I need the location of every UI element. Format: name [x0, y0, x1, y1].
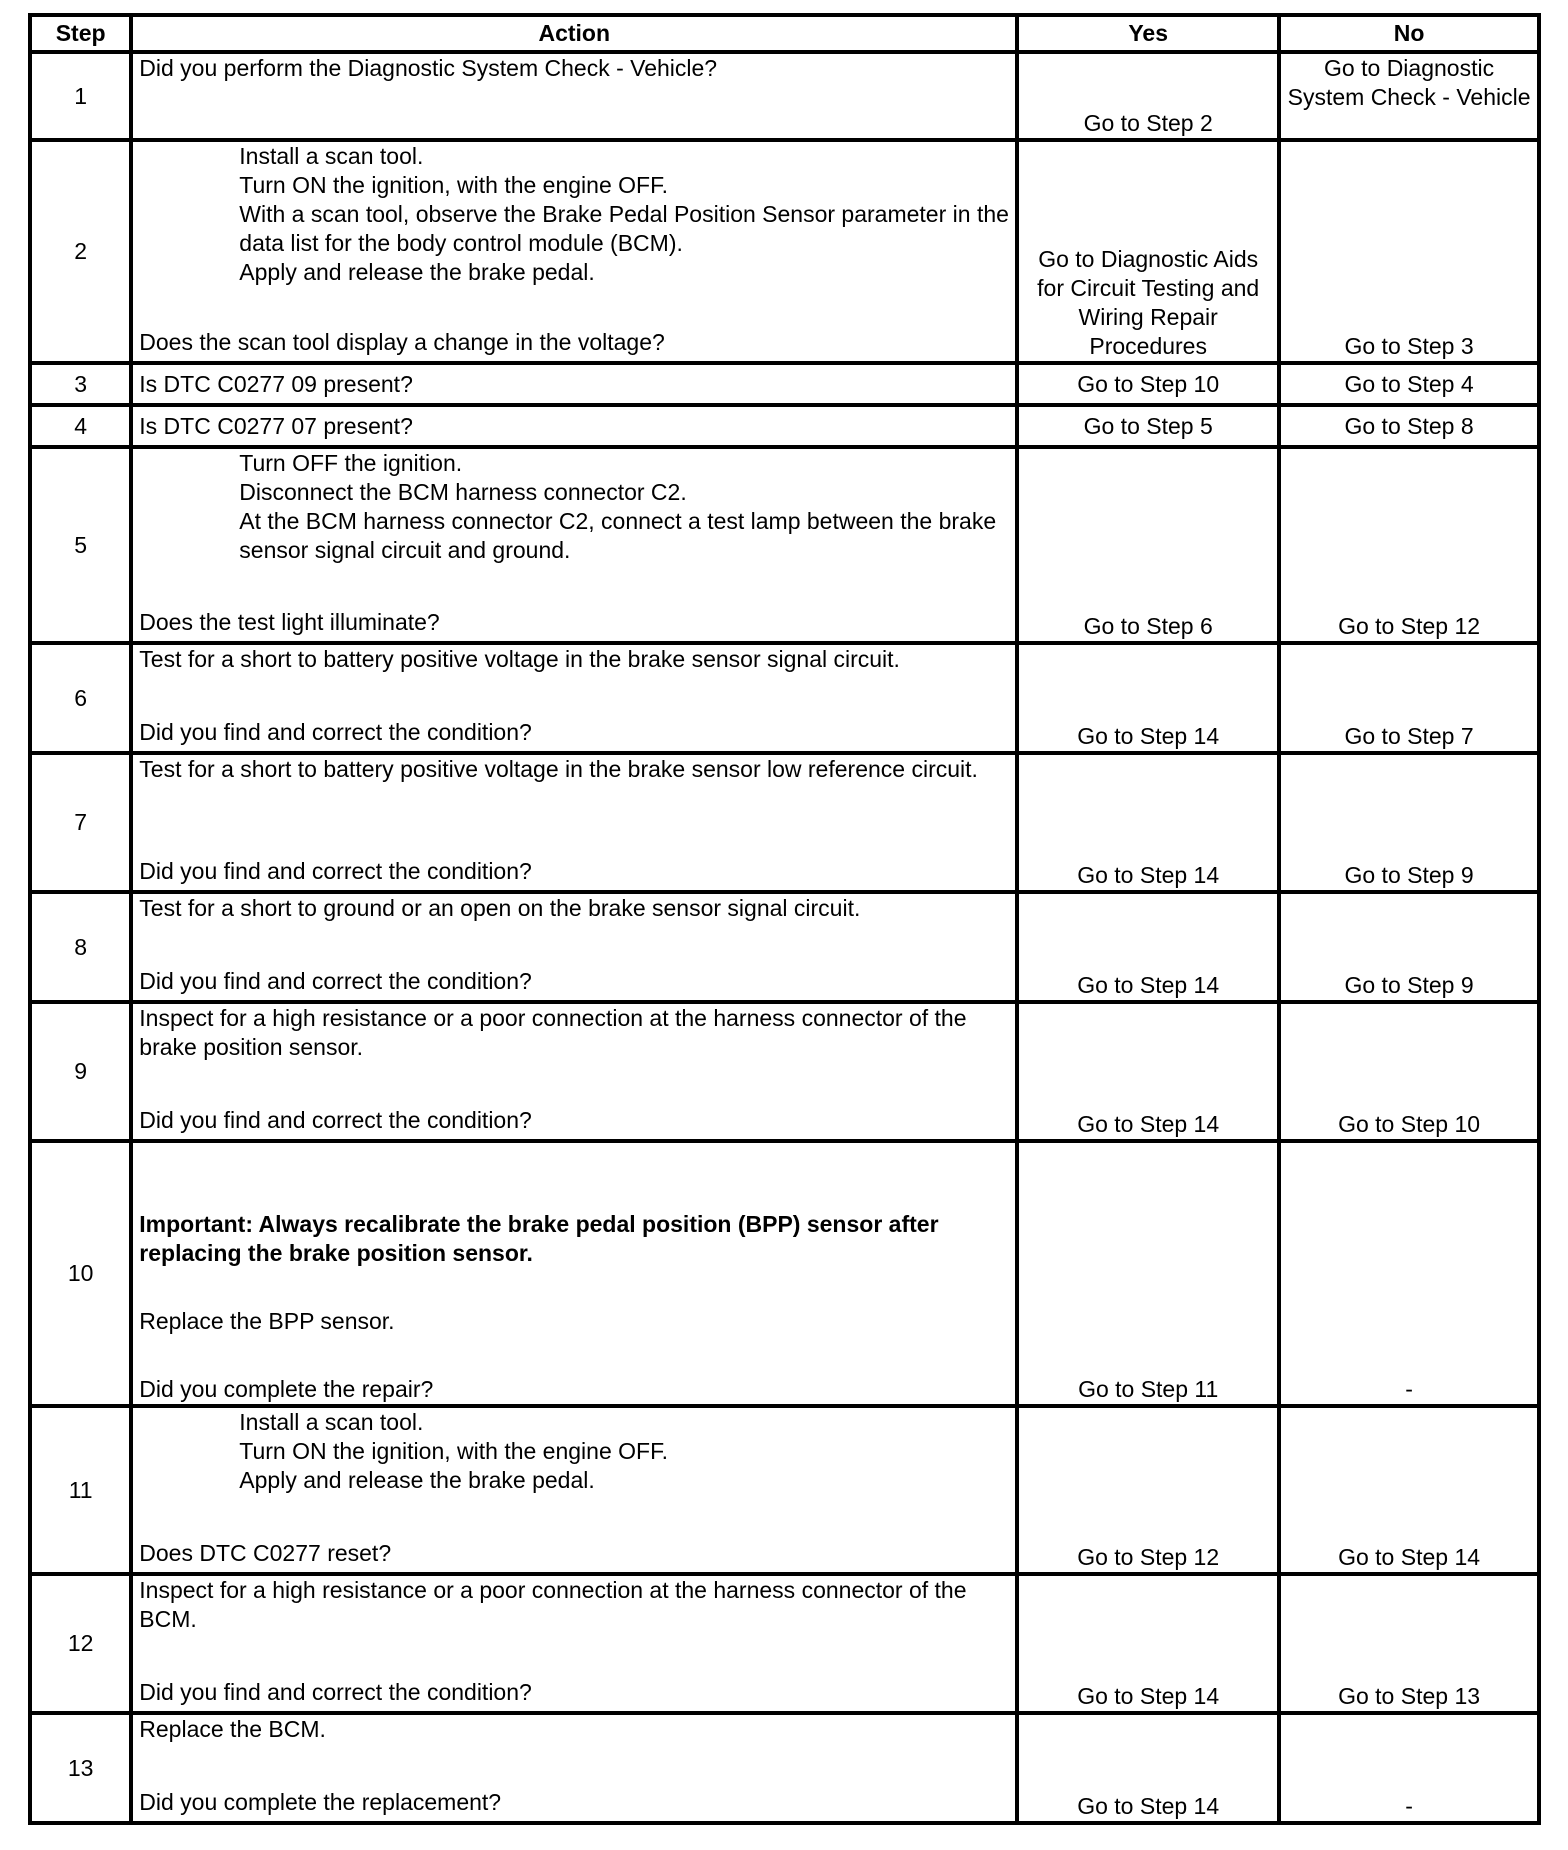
action-cell	[131, 892, 1017, 1002]
action-items	[139, 1408, 1009, 1495]
table-row	[30, 447, 1539, 643]
no-cell: Go to Step 14	[1279, 1406, 1539, 1574]
action-item: Install a scan tool.	[239, 1409, 424, 1435]
no-cell: Go to Step 10	[1279, 1002, 1539, 1141]
step-number: 5	[30, 447, 131, 643]
action-body	[139, 1210, 1009, 1404]
important-note: Important: Always recalibrate the brake pedal position (BPP) sensor after replacing the brake position sensor.	[139, 1211, 939, 1266]
action-question: Did you find and correct the condition?	[139, 968, 532, 994]
table-header-row	[30, 15, 1539, 52]
header-no: No	[1279, 15, 1539, 52]
no-cell: Go to Step 4	[1279, 363, 1539, 405]
action-items	[139, 142, 1009, 287]
action-intro: Inspect for a high resistance or a poor connection at the harness connector of the BCM.	[139, 1577, 967, 1632]
action-intro: Replace the BPP sensor.	[139, 1308, 395, 1334]
action-item: Turn OFF the ignition.	[239, 450, 463, 476]
action-cell	[131, 1406, 1017, 1574]
no-cell: Go to Diagnostic System Check - Vehicle	[1279, 52, 1539, 140]
table-row	[30, 1406, 1539, 1574]
yes-cell: Go to Step 14	[1017, 643, 1279, 753]
table-row	[30, 140, 1539, 363]
action-question: Does the scan tool display a change in the voltage?	[139, 329, 665, 355]
no-cell: Go to Step 3	[1279, 140, 1539, 363]
action-question: Did you complete the repair?	[139, 1376, 434, 1402]
action-question: Is DTC C0277 07 present?	[131, 405, 1017, 447]
no-cell: -	[1279, 1713, 1539, 1823]
table-row	[30, 1713, 1539, 1823]
header-yes: Yes	[1017, 15, 1279, 52]
yes-cell: Go to Step 11	[1017, 1141, 1279, 1406]
step-number: 3	[30, 363, 131, 405]
table-row	[30, 363, 1539, 405]
step-number: 13	[30, 1713, 131, 1823]
no-cell: Go to Step 13	[1279, 1574, 1539, 1713]
action-cell	[131, 643, 1017, 753]
action-items	[139, 449, 1009, 565]
action-cell	[131, 447, 1017, 643]
step-number: 11	[30, 1406, 131, 1574]
action-item: Disconnect the BCM harness connector C2.	[239, 479, 687, 505]
step-number: 1	[30, 52, 131, 140]
action-item: With a scan tool, observe the Brake Pedal Position Sensor parameter in the data list for the body control module (BCM).	[239, 201, 1009, 256]
action-intro: Test for a short to battery positive voltage in the brake sensor low reference circuit.	[139, 756, 978, 782]
table-row	[30, 753, 1539, 892]
step-number: 6	[30, 643, 131, 753]
table-row	[30, 1002, 1539, 1141]
action-item: Turn ON the ignition, with the engine OFF.	[239, 172, 668, 198]
step-number: 9	[30, 1002, 131, 1141]
no-cell: Go to Step 12	[1279, 447, 1539, 643]
step-number: 8	[30, 892, 131, 1002]
action-intro: Test for a short to ground or an open on the brake sensor signal circuit.	[139, 895, 861, 921]
no-cell: -	[1279, 1141, 1539, 1406]
step-number: 4	[30, 405, 131, 447]
action-cell	[131, 1574, 1017, 1713]
action-question: Did you find and correct the condition?	[139, 1107, 532, 1133]
header-action: Action	[131, 15, 1017, 52]
action-item: Install a scan tool.	[239, 143, 424, 169]
action-intro: Test for a short to battery positive voltage in the brake sensor signal circuit.	[139, 646, 900, 672]
action-cell	[131, 753, 1017, 892]
yes-cell: Go to Step 2	[1017, 52, 1279, 140]
no-cell: Go to Step 9	[1279, 892, 1539, 1002]
yes-cell: Go to Step 12	[1017, 1406, 1279, 1574]
action-question: Did you perform the Diagnostic System Check - Vehicle?	[139, 55, 718, 81]
yes-cell: Go to Step 14	[1017, 753, 1279, 892]
no-cell: Go to Step 9	[1279, 753, 1539, 892]
yes-cell: Go to Step 6	[1017, 447, 1279, 643]
yes-cell: Go to Step 10	[1017, 363, 1279, 405]
action-question: Did you find and correct the condition?	[139, 719, 532, 745]
action-question: Does DTC C0277 reset?	[139, 1540, 392, 1566]
yes-cell: Go to Step 5	[1017, 405, 1279, 447]
diagnostic-table	[28, 13, 1541, 1825]
step-number: 10	[30, 1141, 131, 1406]
action-item: At the BCM harness connector C2, connect a test lamp between the brake sensor signal circuit and ground.	[239, 508, 997, 563]
action-question: Did you find and correct the condition?	[139, 858, 532, 884]
action-cell	[131, 1002, 1017, 1141]
yes-cell: Go to Step 14	[1017, 1002, 1279, 1141]
table-row	[30, 52, 1539, 140]
action-item: Apply and release the brake pedal.	[239, 259, 595, 285]
table-row	[30, 1574, 1539, 1713]
yes-cell: Go to Step 14	[1017, 1713, 1279, 1823]
no-cell: Go to Step 8	[1279, 405, 1539, 447]
action-question: Is DTC C0277 09 present?	[131, 363, 1017, 405]
action-question: Did you find and correct the condition?	[139, 1679, 532, 1705]
table-row	[30, 405, 1539, 447]
action-question: Does the test light illuminate?	[139, 609, 440, 635]
action-cell	[131, 1713, 1017, 1823]
header-step: Step	[30, 15, 131, 52]
yes-cell: Go to Step 14	[1017, 892, 1279, 1002]
table-row	[30, 643, 1539, 753]
table-row	[30, 1141, 1539, 1406]
yes-cell: Go to Diagnostic Aids for Circuit Testing and Wiring Repair Procedures	[1017, 140, 1279, 363]
yes-cell: Go to Step 14	[1017, 1574, 1279, 1713]
no-cell: Go to Step 7	[1279, 643, 1539, 753]
action-cell	[131, 1141, 1017, 1406]
action-item: Turn ON the ignition, with the engine OFF.	[239, 1438, 668, 1464]
action-item: Apply and release the brake pedal.	[239, 1467, 595, 1493]
step-number: 7	[30, 753, 131, 892]
action-cell	[131, 140, 1017, 363]
step-number: 12	[30, 1574, 131, 1713]
action-intro: Inspect for a high resistance or a poor connection at the harness connector of the brake position sensor.	[139, 1005, 967, 1060]
step-number: 2	[30, 140, 131, 363]
action-intro: Replace the BCM.	[139, 1716, 326, 1742]
table-row	[30, 892, 1539, 1002]
action-cell	[131, 52, 1017, 140]
action-question: Did you complete the replacement?	[139, 1789, 502, 1815]
